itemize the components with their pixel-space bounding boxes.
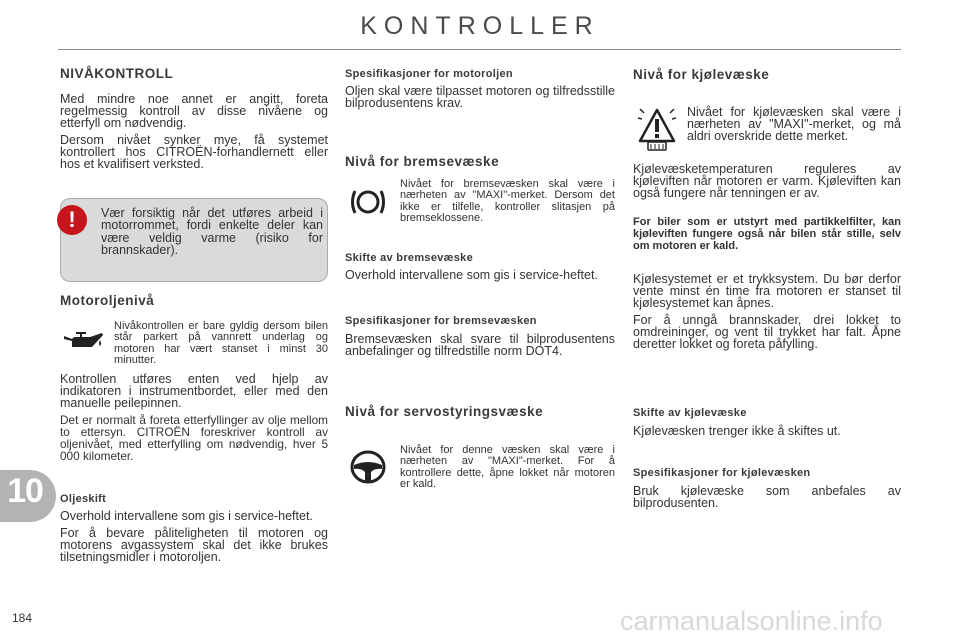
subsection-title-coolant-spec: Spesifikasjoner for kjølevæsken: [633, 467, 811, 479]
coolant-icon-text: Nivået for kjølevæsken skal være i nærheten av "MAXI"-merket, og må aldri overskride dette merket.: [687, 105, 901, 143]
paragraph: Kjølevæsken trenger ikke å skiftes ut.: [633, 424, 841, 438]
page-number: 184: [12, 611, 33, 625]
paragraph: For å bevare påliteligheten til motoren og motorens avgassystem skal det ikke brukes tilsetningsmidler i motoroljen.: [60, 526, 328, 564]
watermark: carmanualsonline.info: [620, 606, 883, 636]
spec-oil-body: [345, 85, 615, 109]
chapter-number: 10: [7, 472, 43, 510]
brake-icon-text: Nivået for bremsevæsken skal være i nærheten av "MAXI"-merket. Dersom det ikke er tilfelle, kontroller slitasjen på bremseklossene.: [400, 178, 615, 225]
paragraph: Det er normalt å foreta etterfyllinger av olje mellom to ettersyn. CITROËN foreskriver kontroll av oljenivået, med etterfylling om nødvendig, hver 5 000 kilometer.: [60, 413, 328, 463]
coolant-spec-body: [633, 485, 901, 509]
section-title-motoroljeniva: Motoroljenivå: [60, 293, 155, 308]
steering-wheel-icon: [349, 450, 387, 484]
coolant-hazard-icon: [637, 107, 677, 151]
page-title: KONTROLLER: [360, 12, 600, 40]
paragraph: Bremsevæsken skal svare til bilprodusentens anbefalinger og tilfredstille norm DOT4.: [345, 332, 615, 358]
subsection-title-brake-spec: Spesifikasjoner for bremsevæsken: [345, 315, 537, 327]
subsection-title-brake-change: Skifte av bremsevæske: [345, 252, 473, 264]
coolant-change-body: [633, 425, 901, 437]
subsection-title-coolant-change: Skifte av kjølevæske: [633, 407, 747, 419]
subsection-title-oljeskift: Oljeskift: [60, 493, 107, 505]
oil-body: [60, 373, 328, 462]
section-title-steering: Nivå for servostyringsvæske: [345, 404, 544, 419]
brake-spec-body: [345, 333, 615, 357]
header-divider: [58, 49, 901, 50]
brake-warning-icon: [349, 186, 387, 218]
subsection-title-spec-oil: Spesifikasjoner for motoroljen: [345, 68, 513, 80]
oil-can-icon: [62, 330, 104, 354]
steering-icon-text: Nivået for denne væsken skal være i nærheten av "MAXI"-merket. For å kontrollere dette, åpne lokket når motoren er kald.: [400, 444, 615, 491]
warning-box: [60, 198, 328, 282]
paragraph: Med mindre noe annet er angitt, foreta regelmessig kontroll av disse nivåene og etterfyll om nødvendig.: [60, 92, 328, 130]
paragraph: Overhold intervallene som gis i service-heftet.: [345, 268, 598, 282]
coolant-body-2: [633, 273, 901, 350]
paragraph: Oljen skal være tilpasset motoren og tilfredsstille bilprodusentens krav.: [345, 84, 615, 110]
coolant-body-1: Kjølevæsketemperaturen reguleres av kjøleviften når motoren er varm. Kjøleviften kan også fungere når tenningen er av.: [633, 162, 901, 200]
oilchange-body: [60, 510, 328, 563]
oil-icon-text: Nivåkontrollen er bare gyldig dersom bilen står parkert på vannrett underlag og motoren har vært stanset i minst 30 minutter.: [114, 320, 328, 367]
paragraph: Kontrollen utføres enten ved hjelp av indikatoren i instrumentbordet, eller med den manuelle peilepinnen.: [60, 372, 328, 410]
brake-change-body: [345, 269, 615, 281]
paragraph: Bruk kjølevæske som anbefales av bilprodusenten.: [633, 484, 901, 510]
paragraph: Kjølesystemet er et trykksystem. Du bør derfor vente minst én time fra motoren er stanset til kjølesystemet kan åpnes.: [633, 272, 901, 310]
coolant-bold-note: For biler som er utstyrt med partikkelfilter, kan kjøleviften fungere også når bilen står stille, selv om motoren er kald.: [633, 216, 901, 252]
paragraph: Overhold intervallene som gis i service-heftet.: [60, 509, 313, 523]
section-title-brake: Nivå for bremsevæske: [345, 154, 500, 169]
warning-text: Vær forsiktig når det utføres arbeid i motorrommet, fordi enkelte deler kan være veldig varme (risiko for brannskader).: [101, 206, 323, 257]
section-title-nivakontroll: NIVÅKONTROLL: [60, 66, 174, 81]
paragraph: Dersom nivået synker mye, få systemet kontrollert hos CITROËN-forhandlernett eller hos et kvalifisert verksted.: [60, 133, 328, 171]
paragraph: For å unngå brannskader, drei lokket to omdreininger, og vent til trykket har falt. Åpne deretter lokket og foreta påfylling.: [633, 313, 901, 351]
exclamation-warning-icon: !: [57, 205, 87, 235]
intro-text: [60, 93, 328, 170]
section-title-coolant: Nivå for kjølevæske: [633, 67, 770, 82]
